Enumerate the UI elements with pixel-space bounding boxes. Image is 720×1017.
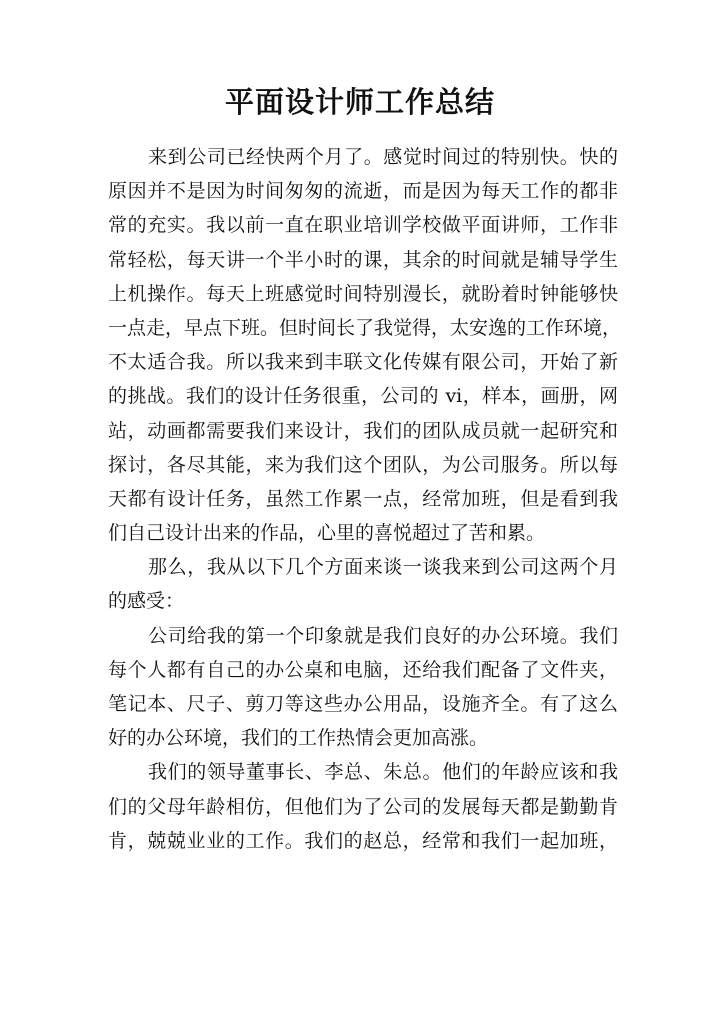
document-body: [108, 140, 622, 858]
text-line: 笔记本、尺子、剪刀等这些办公用品，设施齐全。有了这么: [108, 693, 618, 715]
text-line: 常的充实。我以前一直在职业培训学校做平面讲师，工作非: [108, 214, 618, 237]
text-line: 上机操作。每天上班感觉时间特别漫长，就盼着时钟能够快: [108, 282, 618, 305]
text-line: 们的父母年龄相仿，但他们为了公司的发展每天都是勤勤肯: [108, 795, 618, 818]
text-line: 一点走，早点下班。但时间长了我觉得，太安逸的工作环境，: [108, 316, 622, 339]
text-line: 公司给我的第一个印象就是我们良好的办公环境。我们: [148, 624, 618, 647]
text-line: 常轻松，每天讲一个半小时的课，其余的时间就是辅导学生: [108, 248, 618, 271]
text-line: 不太适合我。所以我来到丰联文化传媒有限公司，开始了新: [108, 351, 618, 374]
text-line: 来到公司已经快两个月了。感觉时间过的特别快。快的: [148, 146, 618, 168]
text-line: 肯，兢兢业业的工作。我们的赵总，经常和我们一起加班，: [108, 829, 618, 852]
paragraph: [108, 755, 618, 858]
text-line: 每个人都有自己的办公桌和电脑，还给我们配备了文件夹，: [108, 658, 618, 681]
text-line: 我们的领导董事长、李总、朱总。他们的年龄应该和我: [148, 761, 618, 784]
text-line: 的挑战。我们的设计任务很重，公司的 vi，样本，画册，网: [108, 385, 618, 408]
paragraph: [108, 619, 618, 756]
text-line: 站，动画都需要我们来设计，我们的团队成员就一起研究和: [108, 419, 618, 442]
text-line: 的感受：: [108, 590, 185, 613]
document-title: 平面设计师工作总结: [224, 85, 495, 119]
text-line: 好的办公环境，我们的工作热情会更加高涨。: [108, 727, 489, 750]
text-line: 天都有设计任务，虽然工作累一点，经常加班，但是看到我: [108, 487, 618, 510]
paragraph: [108, 550, 618, 618]
text-line: 那么，我从以下几个方面来谈一谈我来到公司这两个月: [148, 556, 618, 579]
text-line: 原因并不是因为时间匆匆的流逝，而是因为每天工作的都非: [108, 180, 618, 203]
text-line: 探讨，各尽其能，来为我们这个团队，为公司服务。所以每: [108, 453, 618, 476]
text-line: 们自己设计出来的作品，心里的喜悦超过了苦和累。: [108, 522, 546, 545]
paragraph: [108, 140, 622, 550]
